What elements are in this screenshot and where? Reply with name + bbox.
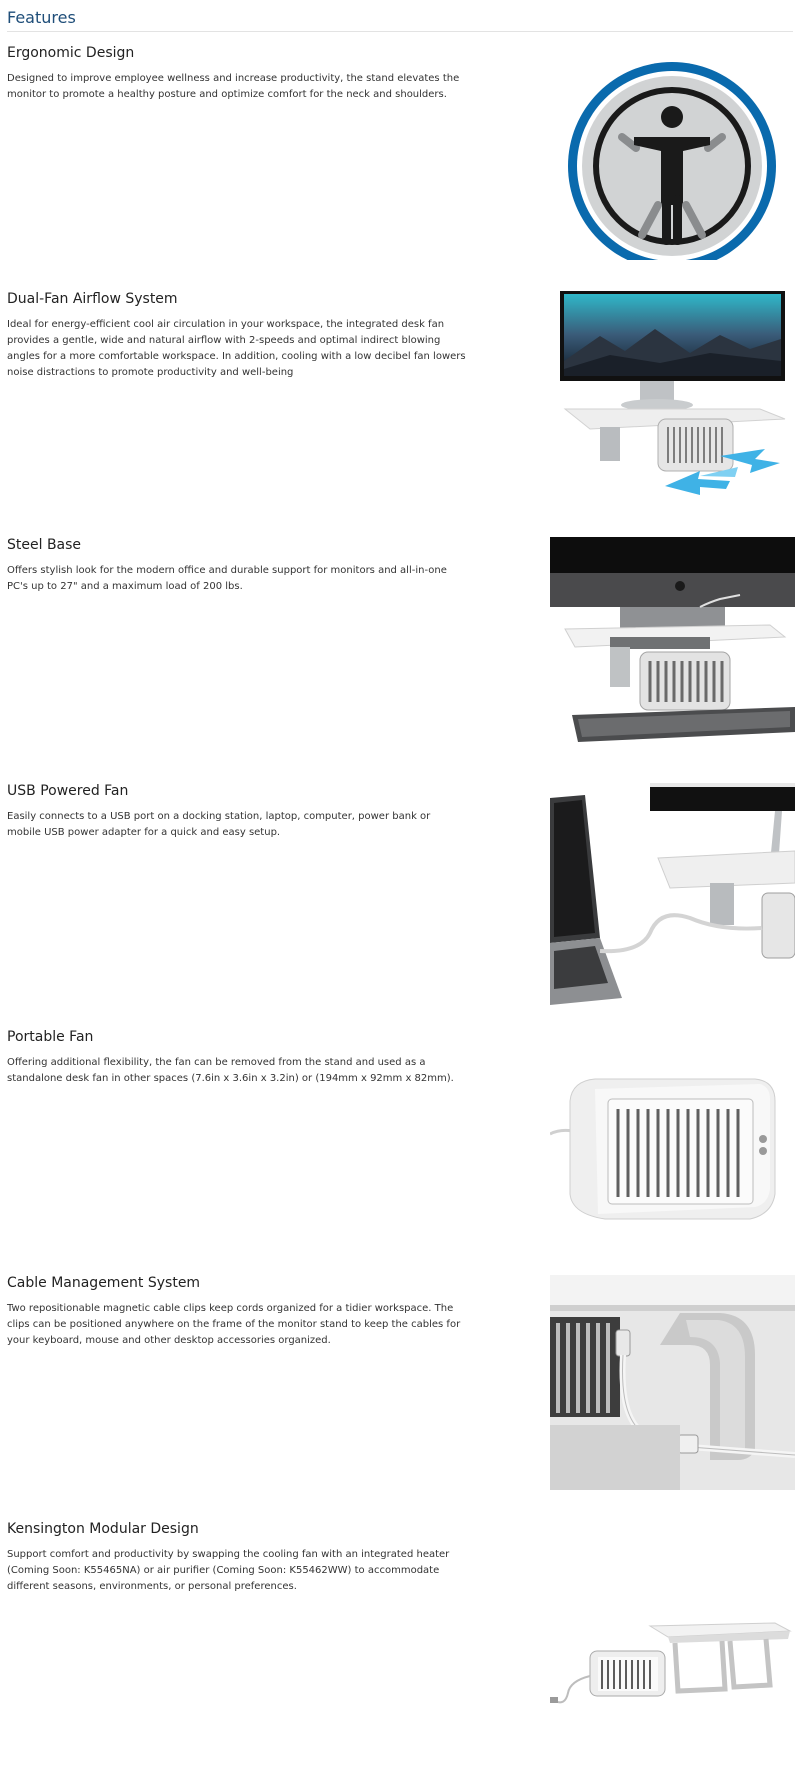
feature-portable-fan <box>0 1029 800 1275</box>
feature-cable-management <box>0 1275 800 1521</box>
feature-description: Support comfort and productivity by swapping the cooling fan with an integrated heater (Coming Soon: K55465NA) or air purifier (Coming Soon: K55462WW) to accommodate different seasons, environments, or personal preferences. <box>7 1549 450 1592</box>
feature-dual-fan <box>0 291 800 537</box>
feature-description: Offering additional flexibility, the fan can be removed from the stand and used as a standalone desk fan in other spaces (7.6in x 3.6in x 3.2in) or (194mm x 92mm x 82mm). <box>7 1057 454 1084</box>
laptop-usb-fan-photo <box>550 783 795 998</box>
feature-ergonomic <box>0 45 800 291</box>
feature-usb-powered <box>0 783 800 1029</box>
modular-stand-and-fan-photo <box>550 1521 795 1736</box>
feature-title: Steel Base <box>7 537 82 553</box>
section-heading: Features <box>7 8 76 27</box>
feature-title: USB Powered Fan <box>7 783 129 799</box>
portable-fan-photo <box>550 1029 795 1244</box>
all-in-one-on-stand-photo <box>550 537 795 752</box>
feature-title: Kensington Modular Design <box>7 1521 199 1537</box>
feature-steel-base <box>0 537 800 783</box>
heading-divider <box>7 31 793 32</box>
feature-modular-design <box>0 1521 800 1767</box>
feature-title: Cable Management System <box>7 1275 201 1291</box>
feature-description: Designed to improve employee wellness and increase productivity, the stand elevates the monitor to promote a healthy posture and optimize comfort for the neck and shoulders. <box>7 73 460 100</box>
accessibility-person-icon <box>550 45 795 260</box>
feature-description: Offers stylish look for the modern office and durable support for monitors and all-in-one PC's up to 27" and a maximum load of 200 lbs. <box>7 565 447 592</box>
feature-description: Two repositionable magnetic cable clips keep cords organized for a tidier workspace. The clips can be positioned anywhere on the frame of the monitor stand to keep the cables for your keyboard, mouse and other desktop accessories organized. <box>7 1303 461 1346</box>
feature-description: Easily connects to a USB port on a docking station, laptop, computer, power bank or mobile USB power adapter for a quick and easy setup. <box>7 811 431 838</box>
feature-title: Dual-Fan Airflow System <box>7 291 178 307</box>
feature-title: Ergonomic Design <box>7 45 135 61</box>
feature-description: Ideal for energy-efficient cool air circulation in your workspace, the integrated desk fan provides a gentle, wide and natural airflow with 2-speeds and optimal indirect blowing angles for a more comfortable workspace. In addition, cooling with a low decibel fan lowers noise distractions to promote productivity and well-being <box>7 319 466 378</box>
feature-title: Portable Fan <box>7 1029 94 1045</box>
monitor-stand-airflow-photo <box>550 291 795 506</box>
cable-clip-closeup-photo <box>550 1275 795 1490</box>
